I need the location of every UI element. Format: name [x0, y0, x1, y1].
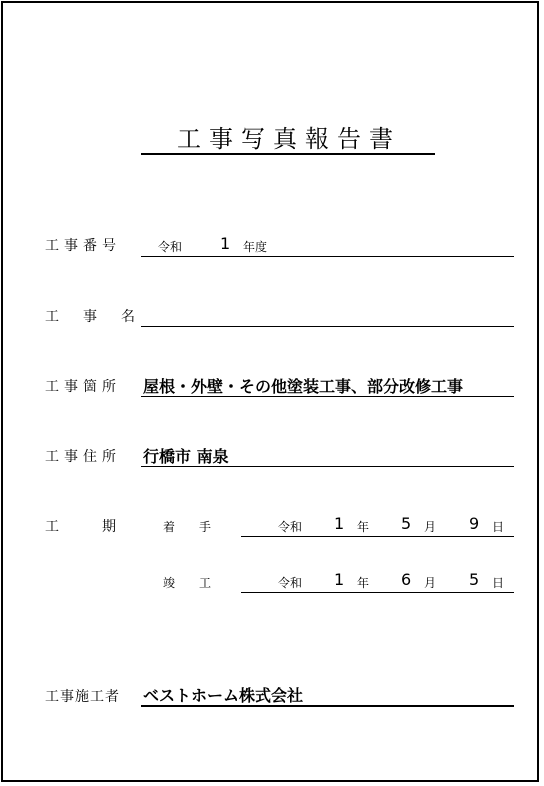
start-month: 5 [401, 514, 412, 533]
end-date-label: 竣 工 [163, 576, 212, 590]
construction-location-underline [141, 396, 514, 397]
start-year: 1 [334, 514, 345, 533]
report-cover-sheet [1, 1, 539, 782]
end-year: 1 [334, 570, 345, 589]
page-title: 工事写真報告書 [177, 125, 401, 153]
contractor-value: ベストホーム株式会社 [143, 686, 304, 705]
start-date-underline [241, 536, 514, 537]
construction-address-underline [141, 466, 514, 467]
end-day-unit: 日 [492, 576, 505, 590]
construction-name-underline [141, 326, 514, 327]
end-era: 令和 [278, 576, 303, 590]
construction-number-label: 工事番号 [45, 238, 121, 254]
construction-address-value: 行橋市 南泉 [143, 447, 229, 466]
start-era: 令和 [278, 520, 303, 534]
end-year-unit: 年 [357, 576, 370, 590]
construction-number-underline [141, 256, 514, 257]
construction-number-era: 令和 [158, 240, 183, 254]
contractor-label: 工事施工者 [45, 689, 120, 705]
construction-number-suffix: 年度 [243, 240, 268, 254]
end-date-underline [241, 592, 514, 593]
construction-name-label: 工 事 名 [45, 309, 140, 325]
start-day-unit: 日 [492, 520, 505, 534]
construction-period-label: 工 期 [45, 519, 121, 535]
start-date-label: 着 手 [163, 520, 212, 534]
title-underline [141, 153, 435, 155]
end-month: 6 [401, 570, 412, 589]
contractor-underline [141, 705, 514, 707]
end-month-unit: 月 [424, 576, 437, 590]
start-month-unit: 月 [424, 520, 437, 534]
construction-location-value: 屋根・外壁・その他塗装工事、部分改修工事 [143, 377, 464, 396]
start-year-unit: 年 [357, 520, 370, 534]
construction-location-label: 工事箇所 [45, 379, 121, 395]
construction-address-label: 工事住所 [45, 449, 121, 465]
end-day: 5 [469, 570, 480, 589]
construction-number-year: 1 [220, 234, 231, 253]
start-day: 9 [469, 514, 480, 533]
